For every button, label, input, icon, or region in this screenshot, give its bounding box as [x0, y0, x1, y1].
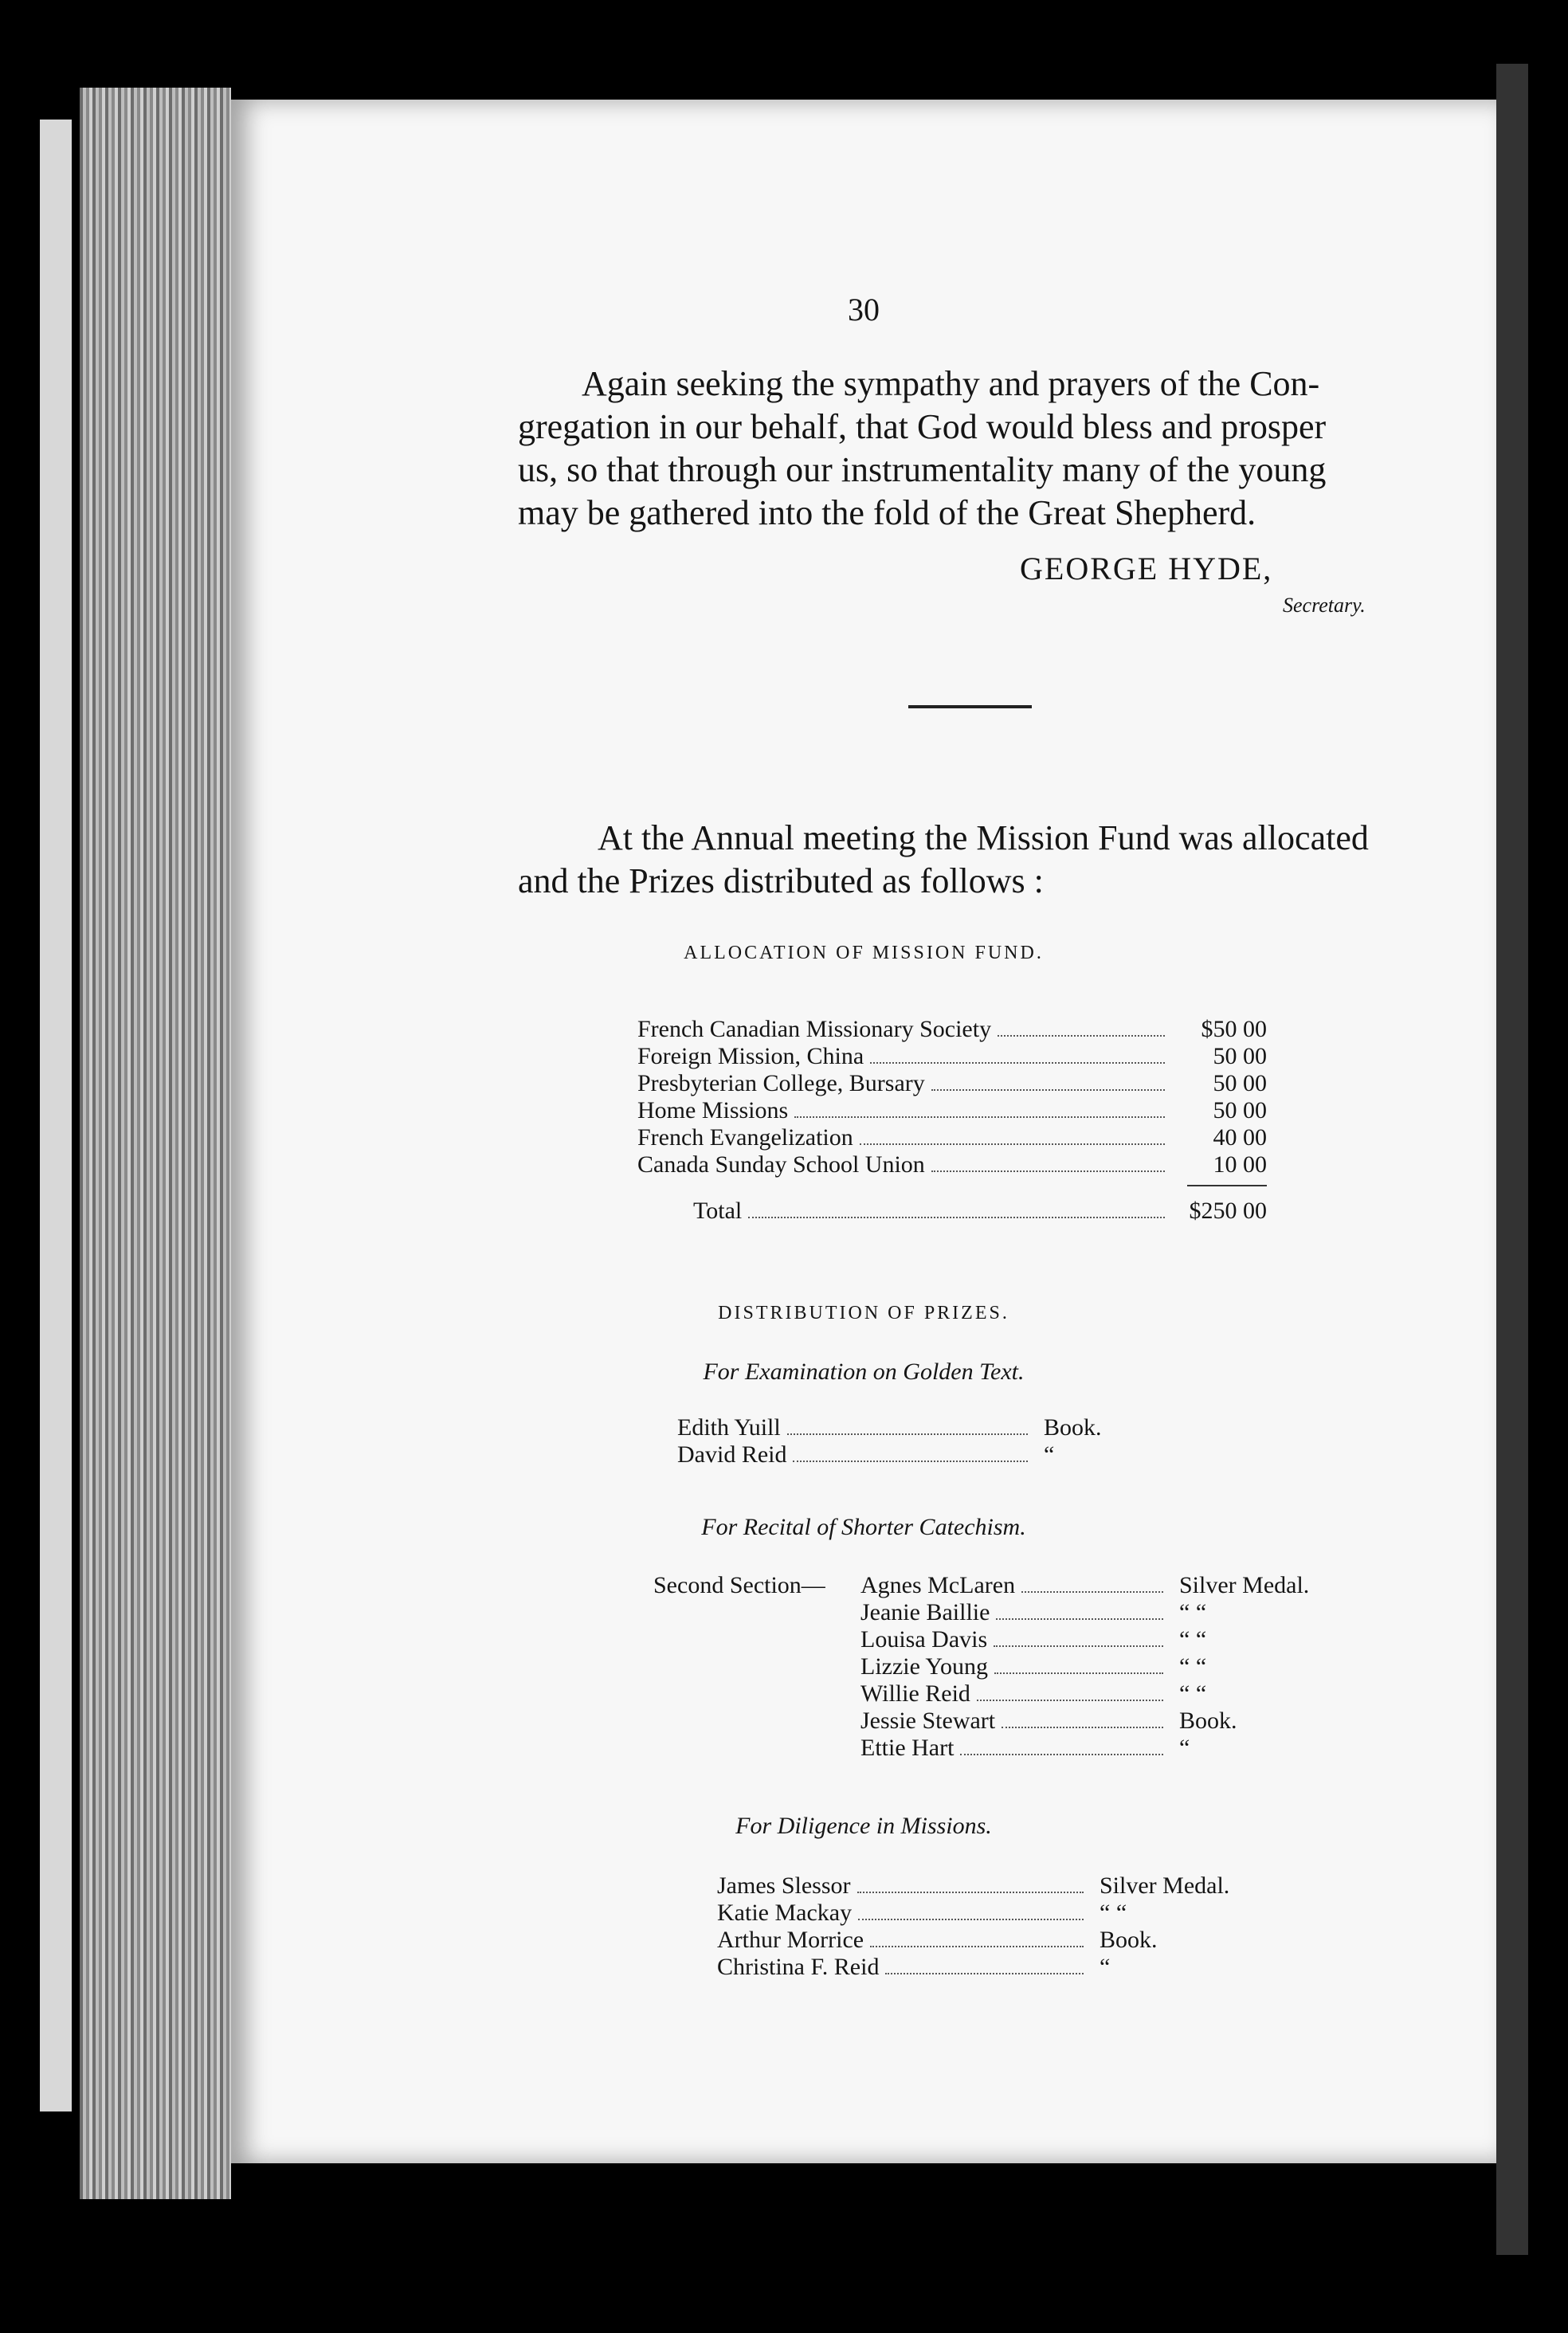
- signature-title: Secretary.: [1283, 594, 1366, 617]
- prize-award: “ “: [1179, 1599, 1207, 1625]
- paragraph-line: and the Prizes distributed as follows :: [518, 861, 1044, 900]
- prize-name: Louisa Davis: [860, 1626, 988, 1653]
- signature-name: GEORGE HYDE,: [1020, 551, 1273, 586]
- leader-dots: [994, 1645, 1163, 1647]
- book-right-edge: [1496, 64, 1528, 2255]
- golden-text-list: [677, 1414, 1203, 1468]
- prize-award: Book.: [1100, 1927, 1158, 1953]
- leader-dots: [858, 1919, 1084, 1920]
- prize-award: “: [1179, 1735, 1190, 1761]
- paragraph-line: Again seeking the sympathy and prayers of the Con-: [582, 364, 1320, 403]
- sum-rule: [1187, 1185, 1267, 1186]
- allocation-row: [637, 1124, 1267, 1151]
- allocation-amount: 10 00: [1213, 1151, 1267, 1178]
- prize-name: Agnes McLaren: [860, 1572, 1016, 1598]
- allocation-name: French Canadian Missionary Society: [637, 1016, 992, 1042]
- prize-award: “ “: [1179, 1653, 1207, 1680]
- leader-dots: [860, 1143, 1165, 1145]
- leader-dots: [793, 1461, 1028, 1462]
- paragraph-line: gregation in our behalf, that God would bless and prosper: [518, 407, 1327, 446]
- prize-name: Edith Yuill: [677, 1414, 781, 1441]
- allocation-amount: 40 00: [1213, 1124, 1267, 1151]
- prize-row: [717, 1900, 1259, 1927]
- leader-dots: [996, 1618, 1163, 1620]
- catechism-section-label: Second Section—: [653, 1572, 825, 1598]
- allocation-amount: $50 00: [1201, 1016, 1267, 1042]
- prize-award: Silver Medal.: [1100, 1872, 1230, 1899]
- prize-row: [717, 1954, 1259, 1981]
- leader-dots: [994, 1672, 1163, 1674]
- paragraph-line: At the Annual meeting the Mission Fund was allocated: [598, 818, 1369, 857]
- prize-row: [860, 1653, 1339, 1680]
- prize-award: “ “: [1179, 1626, 1207, 1653]
- allocation-row: [637, 1151, 1267, 1178]
- prizes-heading: DISTRIBUTION OF PRIZES.: [718, 1303, 1009, 1323]
- prize-row: [860, 1572, 1339, 1599]
- leader-dots: [870, 1062, 1165, 1064]
- allocation-heading: ALLOCATION OF MISSION FUND.: [684, 943, 1044, 963]
- allocation-amount: 50 00: [1213, 1043, 1267, 1069]
- leader-dots: [931, 1170, 1165, 1172]
- prize-name: Christina F. Reid: [717, 1954, 880, 1980]
- allocation-total-row: [637, 1198, 1267, 1225]
- prize-name: Jessie Stewart: [860, 1708, 996, 1734]
- prize-award: Book.: [1044, 1414, 1102, 1441]
- leader-dots: [857, 1892, 1084, 1893]
- leader-dots: [885, 1973, 1084, 1974]
- prize-award: Silver Medal.: [1179, 1572, 1310, 1598]
- allocation-row: [637, 1043, 1267, 1070]
- prize-award: “ “: [1179, 1680, 1207, 1707]
- leader-dots: [870, 1946, 1084, 1947]
- paragraph-line: us, so that through our instrumentality many of the young: [518, 450, 1327, 489]
- catechism-list: [860, 1572, 1339, 1762]
- prize-award: “: [1044, 1441, 1055, 1468]
- prize-name: David Reid: [677, 1441, 787, 1468]
- prize-row: [677, 1441, 1203, 1468]
- page-number: 30: [848, 292, 880, 327]
- prize-row: [860, 1735, 1339, 1762]
- prize-award: “ “: [1100, 1900, 1127, 1926]
- allocation-row: [637, 1097, 1267, 1124]
- leader-dots: [794, 1116, 1165, 1118]
- page-stack-edge: [80, 88, 231, 2199]
- prize-row: [860, 1680, 1339, 1708]
- allocation-name: Foreign Mission, China: [637, 1043, 864, 1069]
- diligence-heading: For Diligence in Missions.: [735, 1813, 992, 1839]
- prize-row: [860, 1708, 1339, 1735]
- book-cover-edge: [40, 120, 72, 2111]
- prize-name: Arthur Morrice: [717, 1927, 864, 1953]
- prize-award: Book.: [1179, 1708, 1237, 1734]
- leader-dots: [977, 1700, 1163, 1701]
- total-amount: $250 00: [1189, 1198, 1267, 1224]
- prize-row: [717, 1872, 1259, 1900]
- golden-text-heading: For Examination on Golden Text.: [703, 1359, 1025, 1385]
- prize-row: [860, 1599, 1339, 1626]
- allocation-name: Canada Sunday School Union: [637, 1151, 925, 1178]
- leader-dots: [931, 1089, 1165, 1091]
- allocation-list: [637, 1016, 1267, 1225]
- leader-dots: [998, 1035, 1165, 1037]
- total-label: Total: [693, 1198, 743, 1224]
- allocation-name: Presbyterian College, Bursary: [637, 1070, 925, 1096]
- book-page: [231, 100, 1496, 2163]
- allocation-amount: 50 00: [1213, 1070, 1267, 1096]
- leader-dots: [1002, 1727, 1163, 1728]
- catechism-heading: For Recital of Shorter Catechism.: [701, 1514, 1026, 1540]
- section-divider: [908, 705, 1032, 708]
- prize-row: [860, 1626, 1339, 1653]
- prize-name: Ettie Hart: [860, 1735, 955, 1761]
- allocation-amount: 50 00: [1213, 1097, 1267, 1123]
- allocation-row: [637, 1016, 1267, 1043]
- prize-name: Willie Reid: [860, 1680, 970, 1707]
- leader-dots: [787, 1433, 1028, 1435]
- prize-row: [717, 1927, 1259, 1954]
- prize-name: Lizzie Young: [860, 1653, 988, 1680]
- prize-row: [677, 1414, 1203, 1441]
- leader-dots: [960, 1754, 1163, 1755]
- diligence-list: [717, 1872, 1259, 1981]
- leader-dots: [748, 1217, 1165, 1218]
- allocation-name: French Evangelization: [637, 1124, 853, 1151]
- prize-name: James Slessor: [717, 1872, 851, 1899]
- leader-dots: [1021, 1591, 1163, 1593]
- paragraph-line: may be gathered into the fold of the Great Shepherd.: [518, 493, 1256, 532]
- allocation-name: Home Missions: [637, 1097, 789, 1123]
- prize-name: Jeanie Baillie: [860, 1599, 990, 1625]
- allocation-row: [637, 1070, 1267, 1097]
- prize-name: Katie Mackay: [717, 1900, 853, 1926]
- prize-award: “: [1100, 1954, 1111, 1980]
